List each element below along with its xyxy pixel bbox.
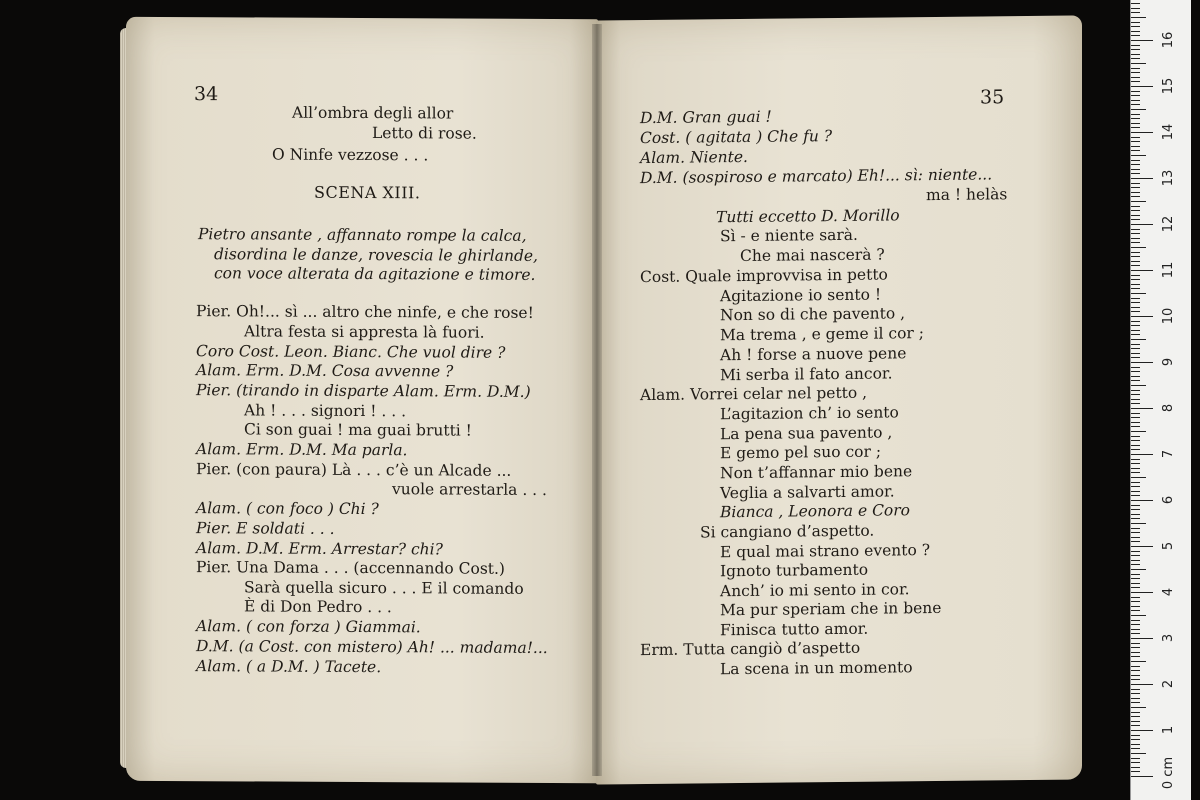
ruler-tick [1131, 514, 1140, 515]
ruler-tick [1131, 601, 1140, 602]
text-line: Pier. Oh!... sì ... altro che ninfe, e che rose! [196, 302, 534, 322]
ruler-tick [1131, 238, 1140, 239]
text-line: Veglia a salvarti amor. [720, 482, 895, 503]
ruler-tick [1131, 610, 1140, 611]
ruler-tick [1131, 394, 1140, 395]
text-line: D.M. (sospiroso e marcato) Eh!... sì: niente... [640, 165, 993, 188]
ruler-tick [1131, 45, 1140, 46]
ruler-tick [1131, 712, 1140, 713]
ruler-tick [1131, 146, 1140, 147]
ruler-tick [1131, 137, 1140, 138]
ruler-tick [1131, 620, 1140, 621]
ruler-tick [1131, 753, 1146, 754]
text-line: Ma trema , e geme il cor ; [720, 324, 924, 345]
ruler-tick [1131, 551, 1140, 552]
ruler-label: 12 [1161, 215, 1176, 233]
ruler-tick [1131, 164, 1140, 165]
text-line: Ah ! . . . signori ! . . . [244, 401, 407, 421]
text-line: O Ninfe vezzose . . . [272, 145, 429, 165]
ruler-tick [1131, 422, 1140, 423]
text-line: Alam. Erm. D.M. Ma parla. [196, 440, 408, 460]
right-page [596, 15, 1082, 784]
ruler-tick [1131, 564, 1140, 565]
ruler-tick [1131, 339, 1146, 340]
ruler-tick [1131, 265, 1140, 266]
ruler-tick [1131, 643, 1140, 644]
ruler-label: 2 [1161, 679, 1176, 689]
ruler-tick [1131, 647, 1140, 648]
ruler-tick [1131, 367, 1140, 368]
text-line: Alam. D.M. Erm. Arrestar? chi? [196, 539, 443, 559]
ruler-tick [1131, 12, 1140, 13]
ruler-tick [1131, 702, 1140, 703]
ruler-tick [1131, 330, 1140, 331]
ruler-tick [1131, 518, 1140, 519]
ruler-tick [1131, 123, 1140, 124]
ruler-tick [1131, 293, 1146, 294]
ruler-tick [1131, 615, 1146, 616]
ruler-label: 9 [1161, 357, 1176, 367]
ruler-tick [1131, 261, 1140, 262]
ruler-tick [1131, 58, 1140, 59]
ruler-tick [1131, 187, 1140, 188]
ruler-tick [1131, 597, 1140, 598]
ruler-tick [1131, 408, 1153, 409]
page-number: 35 [980, 86, 1005, 109]
ruler-tick [1131, 528, 1140, 529]
ruler-tick [1131, 206, 1140, 207]
ruler-tick [1131, 210, 1140, 211]
ruler-tick [1131, 321, 1140, 322]
ruler-tick [1131, 468, 1140, 469]
stage-direction: disordina le danze, rovescia le ghirlande, [214, 245, 538, 265]
ruler-tick [1131, 629, 1140, 630]
ruler-tick [1131, 606, 1140, 607]
ruler-tick [1131, 721, 1140, 722]
ruler-tick [1131, 670, 1140, 671]
text-line: D.M. Gran guai ! [640, 107, 772, 128]
ruler-tick [1131, 302, 1140, 303]
text-line: Sarà quella sicuro . . . E il comando [244, 578, 524, 598]
ruler-tick [1131, 178, 1153, 179]
ruler-label: 6 [1161, 495, 1176, 505]
ruler-tick [1131, 229, 1140, 230]
ruler-tick [1131, 141, 1140, 142]
ruler-tick [1131, 201, 1146, 202]
ruler-tick [1131, 491, 1140, 492]
text-line: Coro Cost. Leon. Bianc. Che vuol dire ? [196, 342, 506, 362]
ruler-tick [1131, 353, 1140, 354]
ruler-tick [1131, 169, 1140, 170]
ruler-label: 10 [1161, 307, 1176, 325]
ruler-tick [1131, 114, 1140, 115]
ruler-tick [1131, 449, 1140, 450]
text-line: Ci son guai ! ma guai brutti ! [244, 420, 472, 440]
scene-title: SCENA XIII. [314, 182, 421, 203]
ruler-tick [1131, 454, 1153, 455]
ruler-tick [1131, 689, 1140, 690]
ruler-tick [1131, 109, 1146, 110]
text-line: Alam. ( a D.M. ) Tacete. [196, 657, 382, 677]
ruler-tick [1131, 160, 1140, 161]
ruler-tick [1131, 555, 1140, 556]
ruler-tick [1131, 298, 1140, 299]
ruler-tick [1131, 440, 1140, 441]
ruler-tick [1131, 316, 1153, 317]
ruler-tick [1131, 675, 1140, 676]
text-line: Agitazione io sento ! [720, 285, 882, 306]
ruler-tick [1131, 8, 1140, 9]
text-line: Ah ! forse a nuove pene [720, 344, 907, 365]
text-line: Si cangiano d’aspetto. [700, 521, 875, 542]
text-line: Che mai nascerà ? [740, 245, 885, 266]
ruler-tick [1131, 758, 1140, 759]
ruler-label: 5 [1161, 541, 1176, 551]
text-line: Pier. Una Dama . . . (accennando Cost.) [196, 558, 505, 578]
text-line: Ma pur speriam che in bene [720, 598, 942, 620]
scale-ruler [1130, 0, 1191, 800]
ruler-tick [1131, 509, 1140, 510]
ruler-tick [1131, 100, 1140, 101]
ruler-tick [1131, 54, 1140, 55]
text-line: Anch’ io mi sento in cor. [720, 580, 910, 601]
text-line: Finisca tutto amor. [720, 619, 869, 640]
ruler-tick [1131, 684, 1153, 685]
ruler-tick [1131, 587, 1140, 588]
ruler-tick [1131, 583, 1140, 584]
ruler-tick [1131, 40, 1153, 41]
text-line: Pier. (con paura) Là . . . c’è un Alcade ... [196, 460, 512, 480]
ruler-tick [1131, 311, 1140, 312]
ruler-tick [1131, 748, 1140, 749]
ruler-tick [1131, 463, 1140, 464]
ruler-tick [1131, 472, 1140, 473]
text-line: Alam. Vorrei celar nel petto , [640, 383, 868, 405]
page-number: 34 [194, 83, 219, 106]
ruler-tick [1131, 771, 1140, 772]
ruler-tick [1131, 725, 1140, 726]
ruler-tick [1131, 31, 1140, 32]
ruler-tick [1131, 288, 1140, 289]
ruler-tick [1131, 252, 1140, 253]
ruler-tick [1131, 275, 1140, 276]
ruler-tick [1131, 505, 1140, 506]
ruler-tick [1131, 256, 1140, 257]
ruler-tick [1131, 656, 1140, 657]
ruler-tick [1131, 132, 1153, 133]
ruler-tick [1131, 436, 1140, 437]
text-line: Alam. Erm. D.M. Cosa avvenne ? [196, 361, 454, 381]
stage-direction: Tutti eccetto D. Morillo [716, 206, 900, 227]
ruler-tick [1131, 150, 1140, 151]
ruler-tick [1131, 155, 1146, 156]
ruler-tick [1131, 192, 1140, 193]
ruler-tick [1131, 307, 1140, 308]
ruler-tick [1131, 3, 1140, 4]
text-line: Alam. Niente. [640, 147, 748, 168]
ruler-tick [1131, 26, 1140, 27]
ruler-tick [1131, 348, 1140, 349]
text-line: Letto di rose. [372, 124, 477, 143]
ruler-tick [1131, 72, 1140, 73]
ruler-tick [1131, 196, 1140, 197]
ruler-tick [1131, 233, 1140, 234]
ruler-tick [1131, 215, 1140, 216]
ruler-tick [1131, 270, 1153, 271]
ruler-label: 3 [1161, 633, 1176, 643]
ruler-tick [1131, 592, 1153, 593]
ruler-tick [1131, 569, 1146, 570]
ruler-label: 8 [1161, 403, 1176, 413]
text-line: Cost. Quale improvvisa in petto [640, 265, 888, 287]
ruler-tick [1131, 357, 1140, 358]
ruler-tick [1131, 279, 1140, 280]
ruler-tick [1131, 362, 1153, 363]
text-line: ma ! helàs [926, 185, 1008, 205]
stage-direction: Pietro ansante , affannato rompe la calca, [198, 225, 527, 245]
ruler-tick [1131, 81, 1140, 82]
ruler-tick [1131, 413, 1140, 414]
text-line: La scena in un momento [720, 658, 913, 679]
ruler-tick [1131, 482, 1140, 483]
text-line: Non so di che pavento , [720, 304, 906, 325]
ruler-tick [1131, 776, 1153, 777]
ruler-tick [1131, 744, 1140, 745]
text-line: Sì - e niente sarà. [720, 225, 858, 246]
text-line: E gemo pel suo cor ; [720, 442, 882, 463]
text-line: D.M. (a Cost. con mistero) Ah! ... madama!... [196, 637, 548, 657]
ruler-tick [1131, 376, 1140, 377]
ruler-tick [1131, 95, 1140, 96]
ruler-tick [1131, 403, 1140, 404]
ruler-tick [1131, 284, 1140, 285]
ruler-tick [1131, 399, 1140, 400]
ruler-tick [1131, 707, 1146, 708]
ruler-label: 14 [1161, 123, 1176, 141]
ruler-tick [1131, 247, 1146, 248]
left-page [126, 17, 598, 783]
ruler-tick [1131, 716, 1140, 717]
ruler-label: 11 [1161, 261, 1176, 279]
ruler-tick [1131, 652, 1140, 653]
ruler-tick [1131, 22, 1140, 23]
text-line: Altra festa si appresta là fuori. [244, 322, 485, 342]
text-line: vuole arrestarla . . . [392, 480, 547, 499]
ruler-tick [1131, 477, 1146, 478]
ruler-tick [1131, 698, 1140, 699]
text-line: L’agitazion ch’ io sento [720, 403, 899, 424]
open-book [126, 18, 1082, 782]
ruler-tick [1131, 417, 1140, 418]
text-line: È di Don Pedro . . . [244, 597, 392, 617]
text-line: All’ombra degli allor [292, 103, 454, 123]
ruler-tick [1131, 661, 1146, 662]
ruler-tick [1131, 459, 1140, 460]
ruler-tick [1131, 390, 1140, 391]
text-line: Cost. ( agitata ) Che fu ? [640, 127, 833, 148]
ruler-tick [1131, 537, 1140, 538]
ruler-label: 15 [1161, 77, 1176, 95]
ruler-tick [1131, 219, 1140, 220]
ruler-tick [1131, 693, 1140, 694]
ruler-tick [1131, 431, 1146, 432]
ruler-tick [1131, 104, 1140, 105]
ruler-tick [1131, 334, 1140, 335]
ruler-tick [1131, 560, 1140, 561]
ruler-tick [1131, 445, 1140, 446]
ruler-tick [1131, 344, 1140, 345]
ruler-tick [1131, 679, 1140, 680]
ruler-tick [1131, 35, 1140, 36]
ruler-tick [1131, 371, 1140, 372]
ruler-tick [1131, 532, 1140, 533]
ruler-tick [1131, 638, 1153, 639]
ruler-tick [1131, 486, 1140, 487]
ruler-tick [1131, 49, 1140, 50]
ruler-tick [1131, 68, 1140, 69]
stage-direction: Bianca , Leonora e Coro [720, 501, 910, 522]
ruler-tick [1131, 173, 1140, 174]
ruler-tick [1131, 541, 1140, 542]
ruler-tick [1131, 495, 1140, 496]
ruler-tick [1131, 183, 1140, 184]
stage-direction: con voce alterata da agitazione e timore. [214, 264, 536, 284]
ruler-tick [1131, 762, 1140, 763]
ruler-tick [1131, 666, 1140, 667]
ruler-tick [1131, 242, 1140, 243]
ruler-tick [1131, 574, 1140, 575]
ruler-tick [1131, 127, 1140, 128]
ruler-label: 0 cm [1161, 756, 1176, 790]
ruler-tick [1131, 380, 1140, 381]
ruler-label: 13 [1161, 169, 1176, 187]
ruler-tick [1131, 118, 1140, 119]
ruler-label: 4 [1161, 587, 1176, 597]
ruler-tick [1131, 500, 1153, 501]
ruler-label: 16 [1161, 31, 1176, 49]
text-line: Alam. ( con foco ) Chi ? [196, 499, 379, 519]
text-line: Pier. (tirando in disparte Alam. Erm. D.M.) [196, 381, 531, 401]
ruler-tick [1131, 523, 1146, 524]
text-line: Ignoto turbamento [720, 560, 869, 581]
ruler-tick [1131, 578, 1140, 579]
ruler-tick [1131, 63, 1146, 64]
text-line: La pena sua pavento , [720, 423, 893, 444]
text-line: Erm. Tutta cangiò d’aspetto [640, 638, 861, 660]
ruler-tick [1131, 325, 1140, 326]
ruler-tick [1131, 77, 1140, 78]
book-gutter [592, 24, 602, 776]
ruler-tick [1131, 91, 1140, 92]
ruler-tick [1131, 767, 1140, 768]
text-line: Alam. ( con forza ) Giammai. [196, 617, 421, 637]
ruler-tick [1131, 17, 1146, 18]
ruler-tick [1131, 86, 1153, 87]
ruler-tick [1131, 426, 1140, 427]
ruler-tick [1131, 633, 1140, 634]
text-line: E qual mai strano evento ? [720, 541, 931, 562]
text-line: Pier. E soldati . . . [196, 519, 335, 538]
ruler-tick [1131, 624, 1140, 625]
ruler-tick [1131, 730, 1153, 731]
ruler-tick [1131, 739, 1140, 740]
ruler-label: 7 [1161, 449, 1176, 459]
ruler-tick [1131, 385, 1146, 386]
ruler-tick [1131, 735, 1140, 736]
ruler-label: 1 [1161, 725, 1176, 735]
text-line: Non t’affannar mio bene [720, 462, 913, 483]
ruler-tick [1131, 224, 1153, 225]
ruler-tick [1131, 546, 1153, 547]
text-line: Mi serba il fato ancor. [720, 364, 893, 385]
